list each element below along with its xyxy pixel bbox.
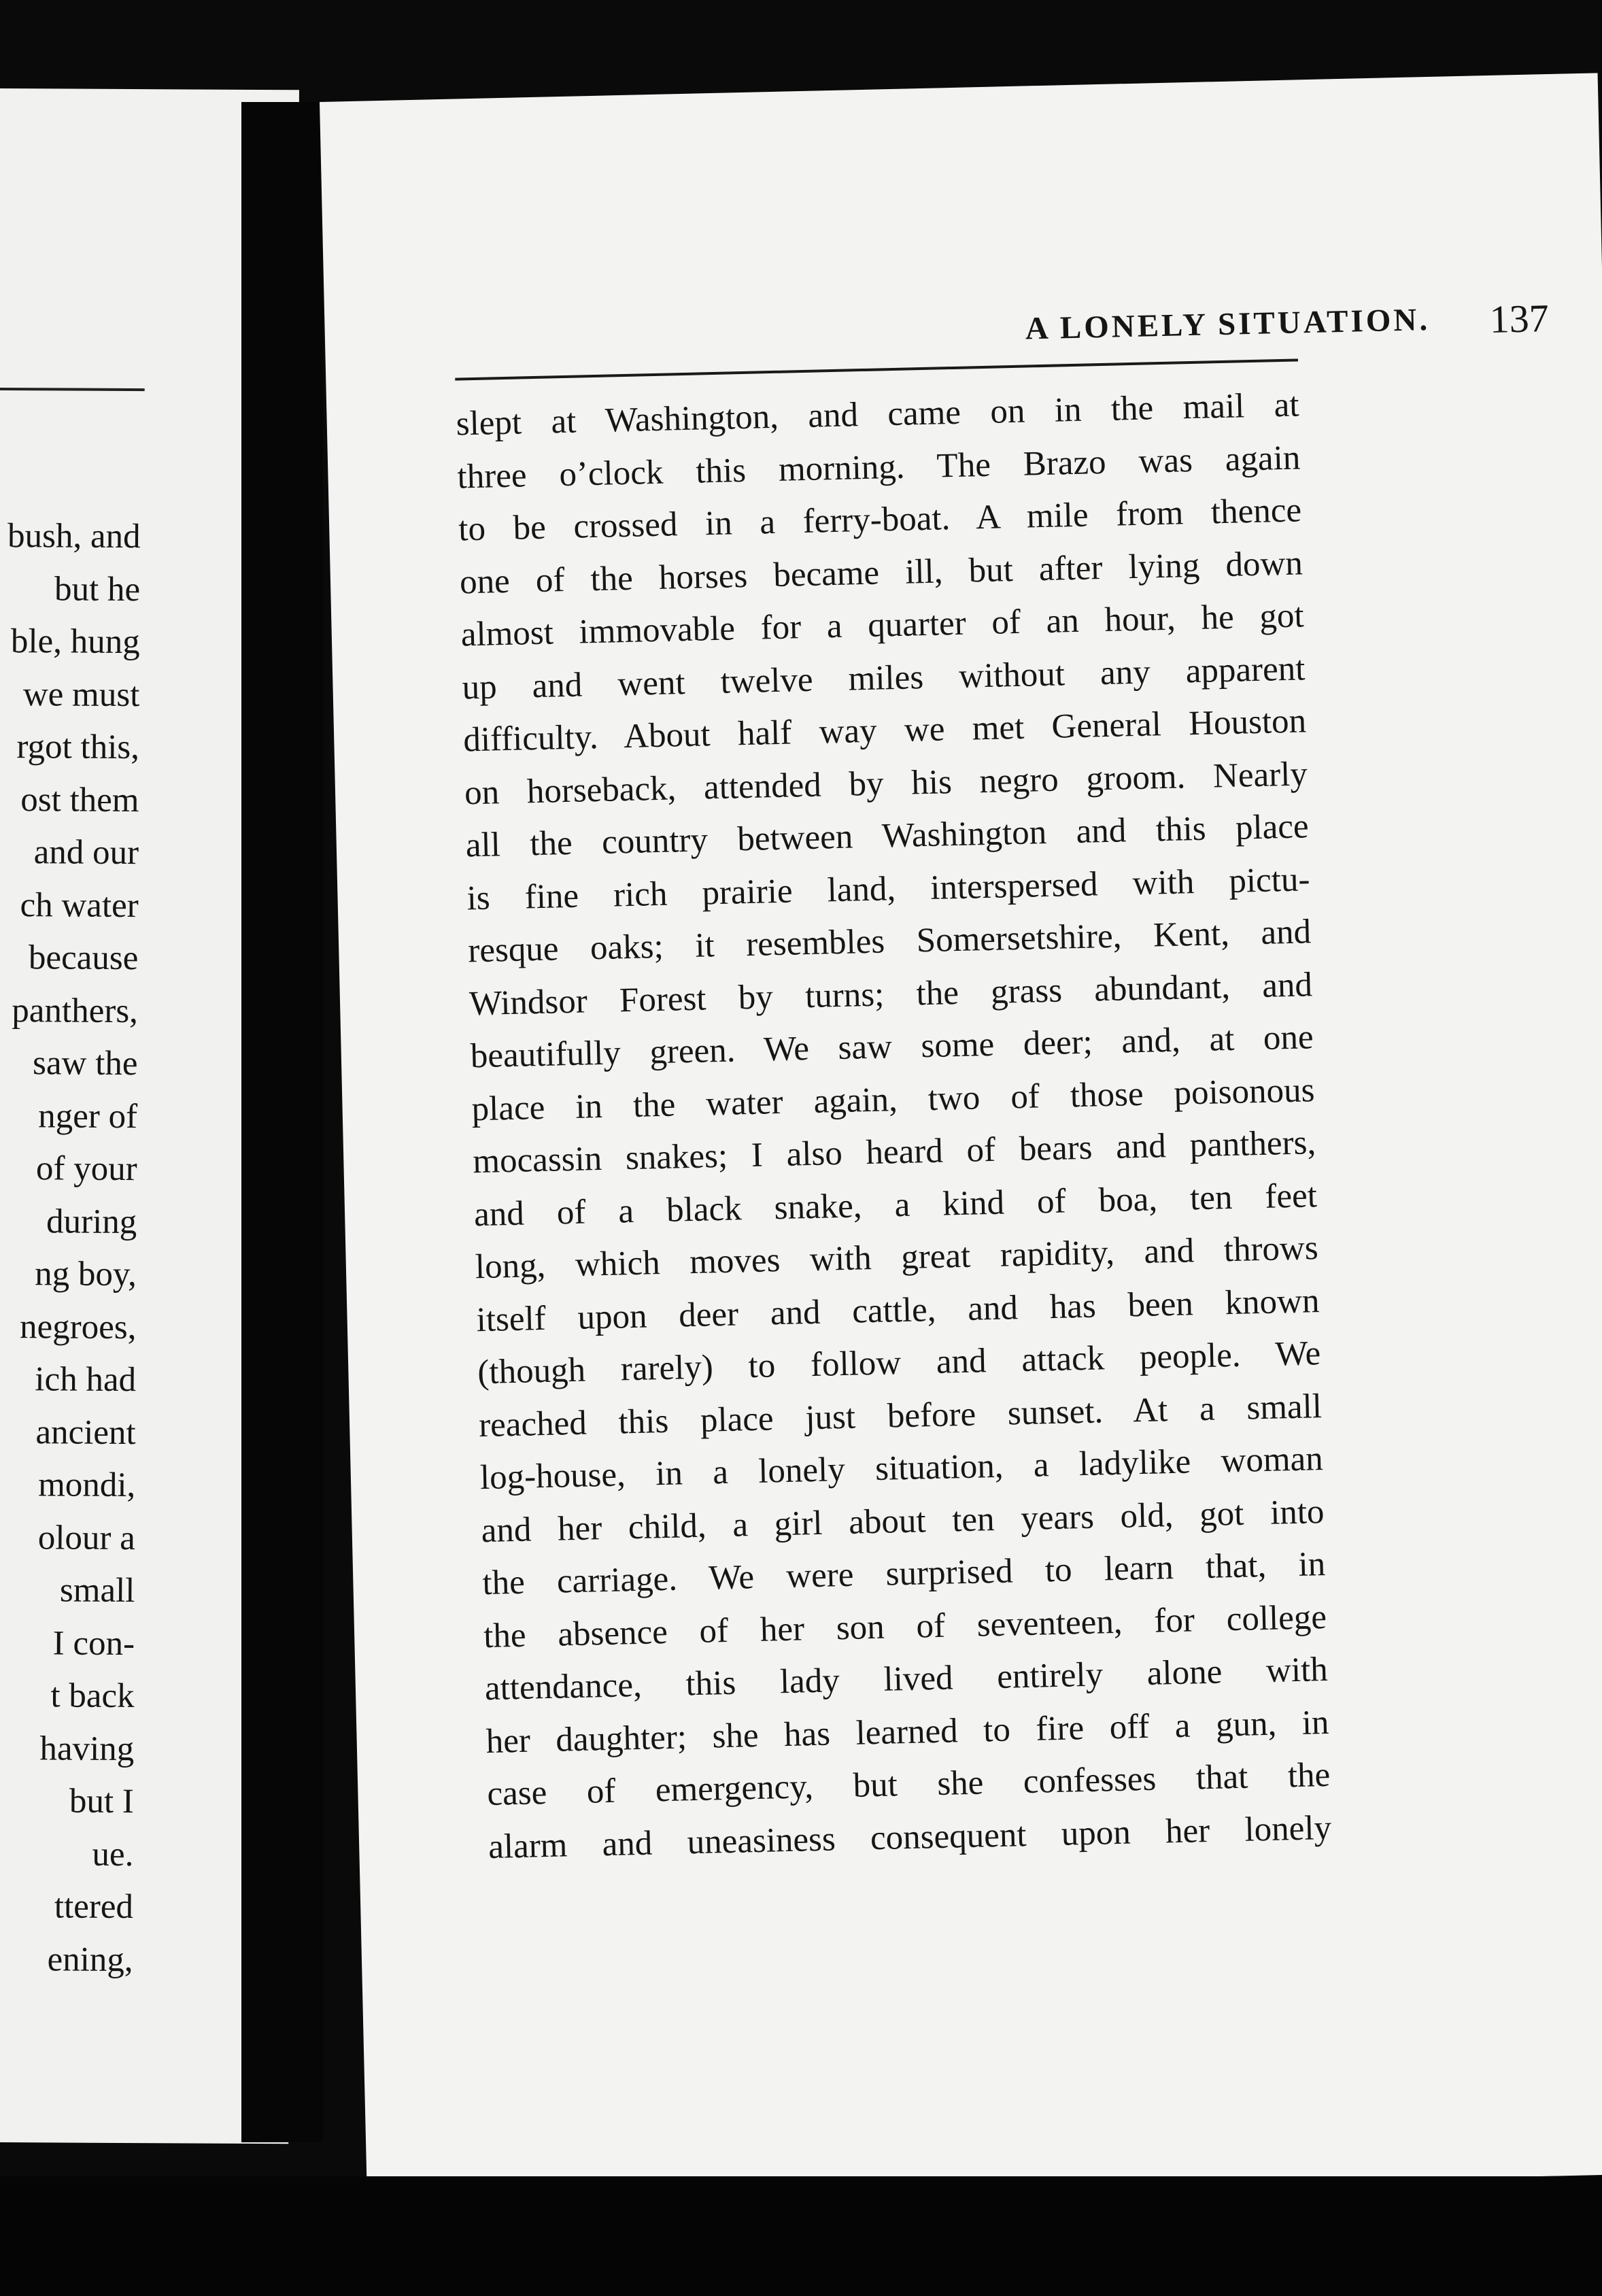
page-header [800, 296, 1602, 363]
previous-page-line: during [46, 1202, 137, 1241]
text-line: attendance, this lady lived entirely alone with [484, 1650, 1329, 1708]
previous-page-line: having [39, 1729, 135, 1768]
previous-page-line: negroes, [19, 1307, 137, 1347]
previous-page-line: ng boy, [35, 1255, 137, 1294]
previous-page-line: mondi, [38, 1466, 136, 1505]
previous-page-line: ening, [47, 1940, 133, 1979]
text-line: on horseback, attended by his negro groom. Nearly [464, 754, 1308, 812]
text-line: and of a black snake, a kind of boa, ten feet [473, 1176, 1318, 1234]
previous-page-line: of your [35, 1149, 137, 1189]
previous-page-line: I con- [52, 1623, 135, 1663]
text-line: reached this place just before sunset. At a small [478, 1387, 1323, 1445]
previous-page-line: ich had [35, 1360, 137, 1400]
previous-page-line: small [59, 1571, 135, 1610]
previous-page-text [0, 510, 141, 1987]
book-gutter [241, 102, 323, 2142]
previous-page-line: but he [54, 569, 141, 609]
previous-page-line: bush, and [7, 517, 141, 556]
text-line: and her child, a girl about ten years old, got into [481, 1492, 1325, 1550]
text-line: Windsor Forest by turns; the grass abundant, and [468, 965, 1313, 1023]
text-line: log-house, in a lonely situation, a ladylike woman [479, 1440, 1324, 1498]
page-number: 137 [1488, 296, 1550, 342]
text-line: (though rarely) to follow and attack people. We [477, 1334, 1321, 1392]
previous-page-line: ble, hung [10, 622, 140, 662]
text-line: up and went twelve miles without any apparent [461, 649, 1306, 707]
text-line: place in the water again, two of those poisonous [471, 1070, 1315, 1128]
header-rule [455, 358, 1298, 380]
previous-page-line: ch water [20, 885, 139, 925]
text-line: resque oaks; it resembles Somersetshire, Kent, and [467, 913, 1312, 970]
text-line: the absence of her son of seventeen, for college [483, 1598, 1327, 1655]
text-line: is fine rich prairie land, interspersed with pictu- [466, 860, 1310, 917]
previous-page-line: rgot this, [16, 728, 140, 767]
body-text [456, 379, 1332, 1874]
previous-page-header-rule [0, 388, 145, 391]
previous-page-line: olour a [37, 1518, 135, 1557]
previous-page-line: ttered [54, 1887, 134, 1927]
previous-page-line: but I [69, 1782, 134, 1821]
text-line: three o’clock this morning. The Brazo was again [456, 438, 1301, 496]
text-line: mocassin snakes; I also heard of bears and panthers, [472, 1124, 1316, 1181]
text-line: beautifully green. We saw some deer; and, at one [470, 1018, 1314, 1076]
text-line: all the country between Washington and this place [465, 807, 1310, 865]
current-page [320, 73, 1602, 2203]
previous-page-line: t back [50, 1676, 135, 1716]
previous-page-line: nger of [38, 1096, 138, 1136]
text-line: one of the horses became ill, but after lying down [459, 543, 1303, 601]
text-line: to be crossed in a ferry-boat. A mile from thence [458, 491, 1302, 549]
text-line: her daughter; she has learned to fire off a gun, in [485, 1703, 1330, 1761]
text-line: itself upon deer and cattle, and has been known [476, 1281, 1320, 1339]
text-line: almost immovable for a quarter of an hour, he got [460, 596, 1305, 654]
previous-page-line: ost them [20, 780, 139, 820]
previous-page-line: ue. [92, 1835, 134, 1874]
previous-page-line: and our [33, 833, 139, 873]
previous-page-line: ancient [35, 1413, 136, 1452]
previous-page-line: we must [22, 675, 140, 714]
previous-page-line: panthers, [12, 991, 139, 1030]
previous-page-line: because [28, 939, 139, 978]
text-line: slept at Washington, and came on in the mail at [456, 386, 1300, 443]
running-title: A LONELY SITUATION. [1025, 302, 1431, 347]
text-line: the carriage. We were surprised to learn that, in [481, 1545, 1326, 1603]
text-line: case of emergency, but she confesses that the [486, 1755, 1331, 1814]
text-line: long, which moves with great rapidity, and throws [475, 1229, 1319, 1287]
text-line: difficulty. About half way we met General Houston [462, 702, 1307, 760]
scan-border [0, 2176, 1602, 2296]
text-line: alarm and uneasiness consequent upon her lonely [488, 1808, 1332, 1866]
previous-page-line: saw the [32, 1044, 138, 1083]
